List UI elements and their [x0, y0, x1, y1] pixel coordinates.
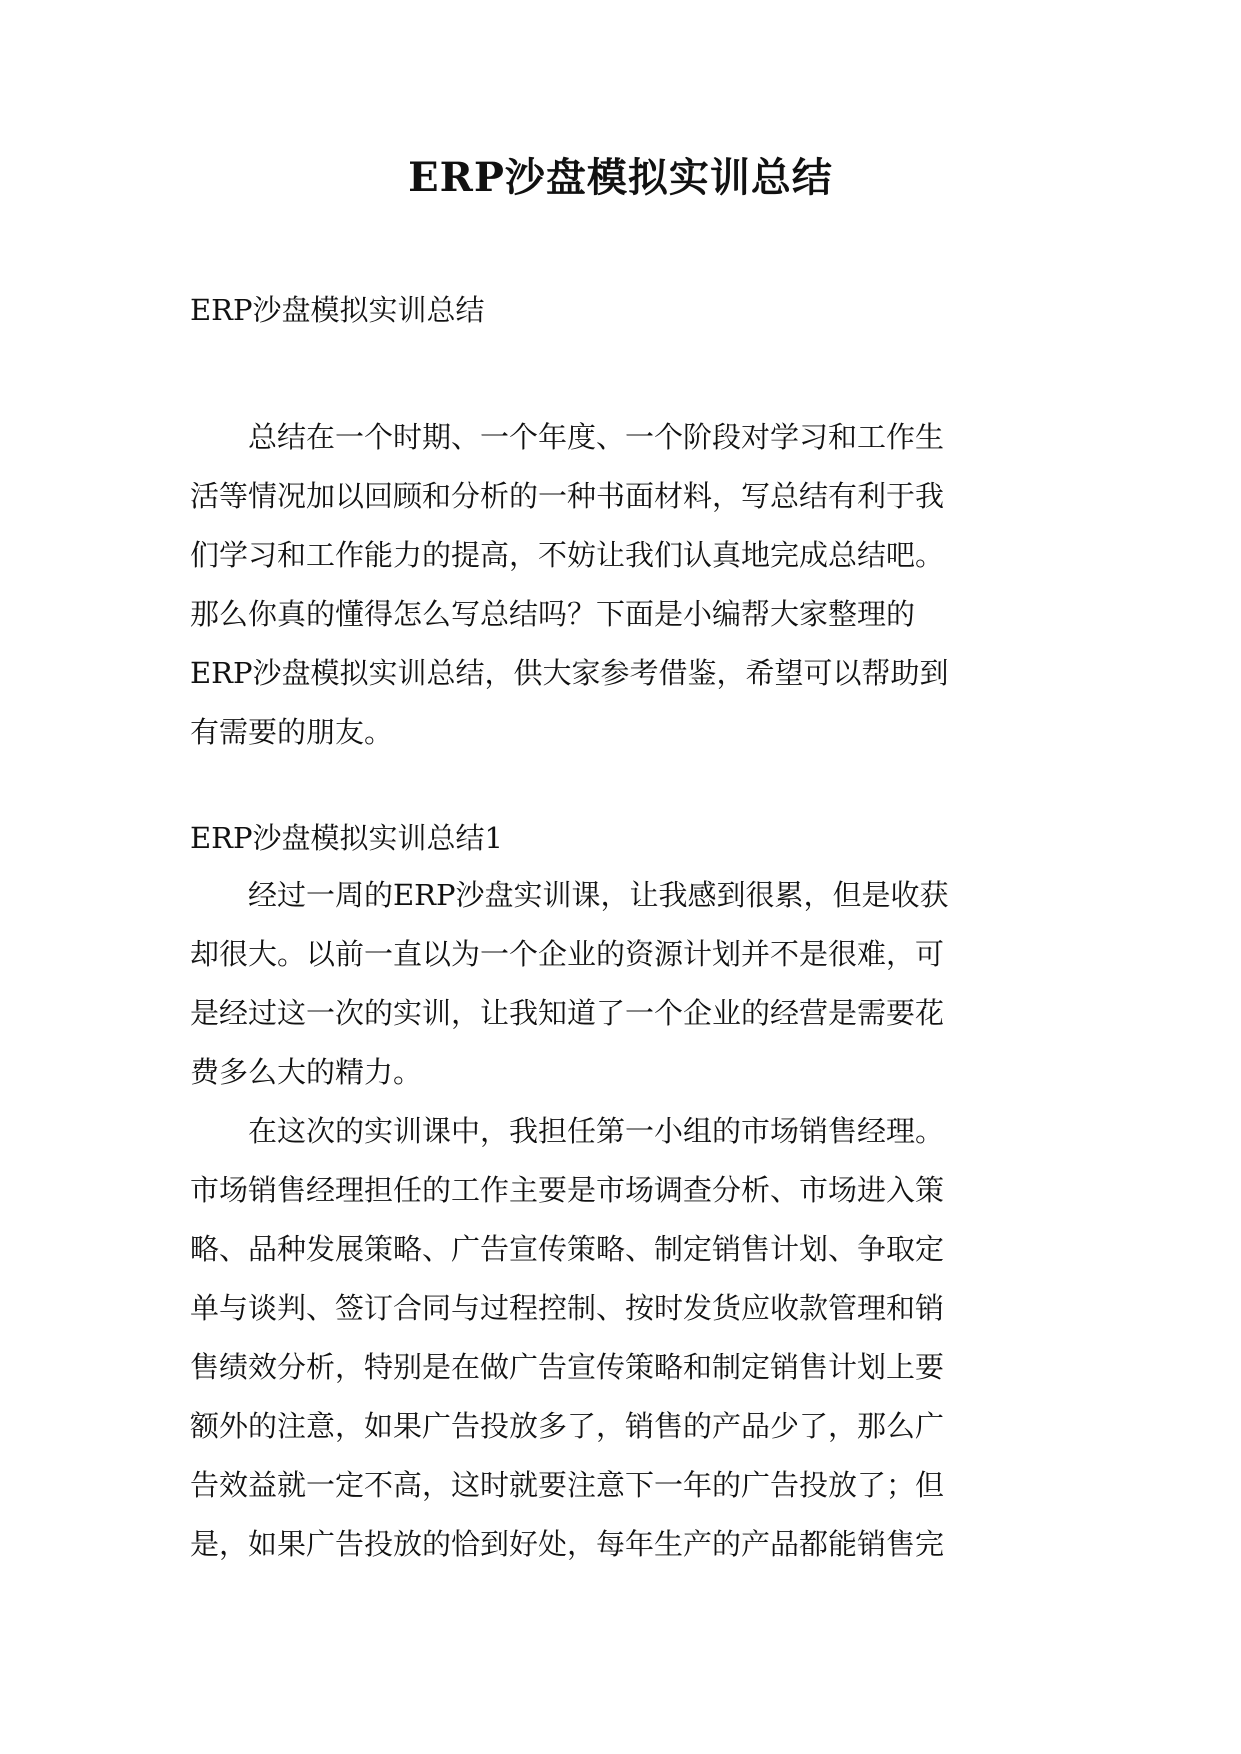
paragraph-line: 略、品种发展策略、广告宣传策略、制定销售计划、争取定: [190, 1232, 945, 1266]
paragraph-line: 是，如果广告投放的恰到好处，每年生产的产品都能销售完: [190, 1527, 945, 1561]
paragraph-line: 却很大。以前一直以为一个企业的资源计划并不是很难，可: [190, 937, 945, 971]
paragraph-line: 费多么大的精力。: [190, 1055, 423, 1089]
intro-line: ERP沙盘模拟实训总结，供大家参考借鉴，希望可以帮助到: [190, 656, 949, 690]
paragraph-line: 经过一周的ERP沙盘实训课，让我感到很累，但是收获: [190, 878, 949, 912]
paragraph-line: 售绩效分析，特别是在做广告宣传策略和制定销售计划上要: [190, 1350, 945, 1384]
intro-line: 有需要的朋友。: [190, 715, 394, 749]
intro-line: 那么你真的懂得怎么写总结吗？下面是小编帮大家整理的: [190, 597, 916, 631]
paragraph-line: 在这次的实训课中，我担任第一小组的市场销售经理。: [190, 1114, 945, 1148]
paragraph-line: 单与谈判、签订合同与过程控制、按时发货应收款管理和销: [190, 1291, 945, 1325]
section-heading: ERP沙盘模拟实训总结1: [190, 821, 503, 855]
body-paragraph-1: [190, 866, 1070, 1102]
paragraph-line: 是经过这一次的实训，让我知道了一个企业的经营是需要花: [190, 996, 945, 1030]
intro-line: 总结在一个时期、一个年度、一个阶段对学习和工作生: [190, 420, 945, 454]
intro-paragraph: [190, 408, 1070, 762]
document-title: ERP沙盘模拟实训总结: [408, 154, 833, 201]
body-paragraph-2: [190, 1102, 1070, 1574]
paragraph-line: 额外的注意，如果广告投放多了，销售的产品少了，那么广: [190, 1409, 945, 1443]
intro-line: 活等情况加以回顾和分析的一种书面材料，写总结有利于我: [190, 479, 945, 513]
paragraph-line: 市场销售经理担任的工作主要是市场调查分析、市场进入策: [190, 1173, 945, 1207]
document-subtitle: ERP沙盘模拟实训总结: [190, 293, 485, 327]
intro-line: 们学习和工作能力的提高，不妨让我们认真地完成总结吧。: [190, 538, 945, 572]
paragraph-line: 告效益就一定不高，这时就要注意下一年的广告投放了；但: [190, 1468, 945, 1502]
